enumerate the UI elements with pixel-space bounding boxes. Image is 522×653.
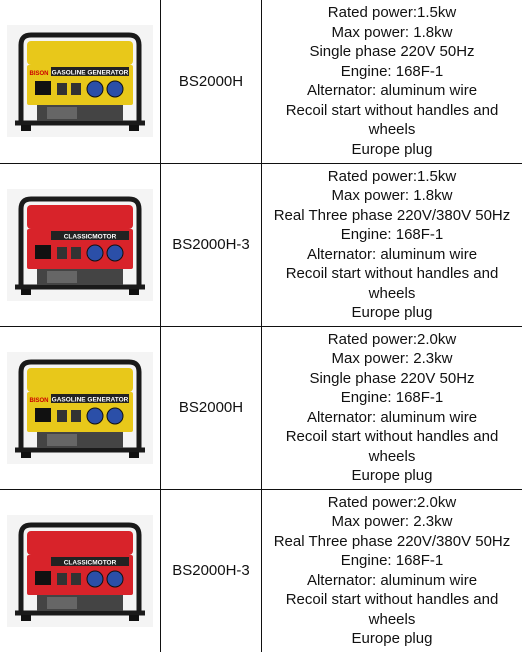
engine-fin [47, 597, 77, 609]
switch-icon [57, 573, 67, 585]
breaker-icon [71, 83, 81, 95]
generator-image [7, 25, 153, 137]
generator-image [7, 189, 153, 301]
switch-icon [57, 83, 67, 95]
socket-icon [87, 245, 103, 261]
socket-icon [107, 81, 123, 97]
meter-icon [35, 245, 51, 259]
spec-line: Europe plug [351, 467, 433, 484]
model-cell [161, 326, 262, 489]
spec-line: wheels [368, 121, 416, 139]
spec-line: Alternator: aluminum wire [306, 571, 478, 589]
foot [21, 452, 31, 458]
model-name: BS2000H [178, 399, 244, 416]
model-name: BS2000H-3 [172, 236, 250, 253]
breaker-icon [71, 247, 81, 259]
spec-cell [262, 326, 522, 489]
model-cell [161, 0, 262, 163]
panel-label-text: GASOLINE GENERATOR [51, 69, 129, 77]
foot [129, 615, 139, 621]
breaker-icon [71, 410, 81, 422]
panel-label-text: CLASSICMOTOR [63, 559, 117, 567]
socket-icon [87, 571, 103, 587]
spec-line: Recoil start without handles and [285, 101, 499, 119]
switch-icon [57, 247, 67, 259]
socket-icon [87, 408, 103, 424]
switch-icon [57, 410, 67, 422]
spec-line: Rated power:1.5kw [327, 4, 457, 22]
spec-line: Real Three phase 220V/380V 50Hz [273, 532, 511, 550]
product-row [0, 163, 522, 326]
product-row [0, 0, 522, 163]
spec-cell [262, 489, 522, 652]
panel-label-text: CLASSICMOTOR [63, 233, 117, 240]
spec-cell [262, 0, 522, 163]
spec-line: Engine: 168F-1 [340, 226, 444, 243]
spec-line: Max power: 1.8kw [331, 23, 453, 41]
meter-icon [35, 81, 51, 95]
panel-label-text: GASOLINE GENERATOR [51, 396, 129, 403]
product-image-cell [0, 163, 161, 326]
product-row [0, 489, 522, 652]
brand-text: BISON [29, 397, 49, 404]
spec-line: Engine: 168F-1 [340, 389, 444, 406]
socket-icon [107, 408, 123, 424]
generator-body [27, 41, 133, 65]
generator-image [7, 352, 153, 464]
model-name: BS2000H [178, 72, 244, 90]
meter-icon [35, 571, 51, 585]
model-cell [161, 163, 262, 326]
foot [21, 289, 31, 295]
spec-line: Real Three phase 220V/380V 50Hz [273, 206, 511, 224]
spec-line: Single phase 220V 50Hz [309, 43, 475, 61]
spec-line: wheels [368, 610, 416, 628]
generator-body [27, 368, 133, 392]
foot [21, 615, 31, 621]
spec-line: wheels [368, 447, 416, 465]
engine-fin [47, 271, 77, 283]
product-image-cell [0, 0, 161, 163]
spec-line: Rated power:2.0kw [327, 330, 457, 348]
meter-icon [35, 408, 51, 422]
spec-line: Max power: 2.3kw [331, 350, 453, 367]
spec-line: Rated power:1.5kw [327, 167, 457, 185]
spec-line: Rated power:2.0kw [327, 493, 457, 511]
generator-image [7, 515, 153, 627]
engine-fin [47, 434, 77, 446]
foot [129, 452, 139, 458]
foot [129, 125, 139, 131]
generator-body [27, 205, 133, 229]
spec-line: Alternator: aluminum wire [306, 245, 478, 263]
model-name: BS2000H-3 [172, 562, 250, 580]
spec-line: Europe plug [351, 304, 433, 321]
generator-body [27, 531, 133, 555]
spec-line: Max power: 1.8kw [331, 187, 453, 204]
socket-icon [107, 245, 123, 261]
engine-fin [47, 107, 77, 119]
foot [129, 289, 139, 295]
brand-text: BISON [29, 71, 49, 78]
product-image-cell [0, 326, 161, 489]
socket-icon [87, 81, 103, 97]
spec-line: Engine: 168F-1 [340, 62, 444, 80]
spec-line: wheels [368, 284, 416, 302]
spec-cell [262, 163, 522, 326]
product-row [0, 326, 522, 489]
foot [21, 125, 31, 131]
model-cell [161, 489, 262, 652]
spec-line: Engine: 168F-1 [340, 552, 444, 570]
breaker-icon [71, 573, 81, 585]
spec-line: Recoil start without handles and [285, 428, 499, 445]
spec-line: Recoil start without handles and [285, 591, 499, 609]
spec-line: Single phase 220V 50Hz [309, 369, 475, 387]
spec-line: Europe plug [351, 630, 433, 648]
spec-line: Alternator: aluminum wire [306, 408, 478, 426]
spec-line: Europe plug [351, 140, 433, 158]
product-image-cell [0, 489, 161, 652]
socket-icon [107, 571, 123, 587]
spec-line: Max power: 2.3kw [331, 513, 453, 531]
spec-line: Recoil start without handles and [285, 265, 499, 282]
spec-line: Alternator: aluminum wire [306, 82, 478, 100]
